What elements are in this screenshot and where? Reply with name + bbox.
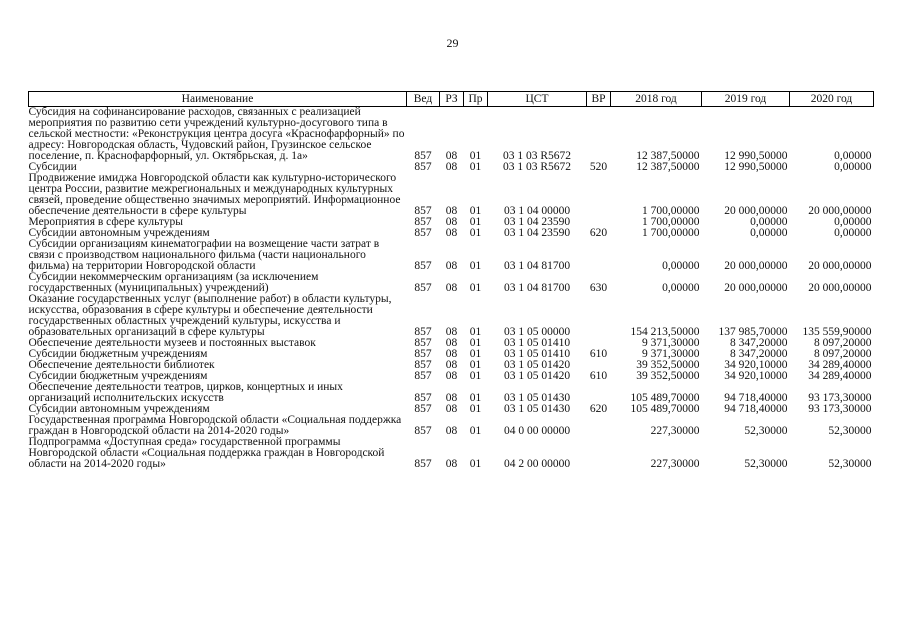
row-2019: 8 347,20000: [730, 348, 788, 360]
row-ved: 857: [414, 205, 432, 217]
row-ved: 857: [414, 403, 432, 415]
header-2018: 2018 год: [611, 92, 702, 107]
row-2020: 0,00000: [834, 216, 872, 228]
row-vr: 610: [589, 348, 608, 360]
row-2018: 1 700,00000: [642, 216, 700, 228]
row-ved: 857: [414, 348, 432, 360]
row-cst: 04 2 00 00000: [503, 458, 571, 470]
row-ved: 857: [414, 337, 432, 349]
row-ved: 857: [414, 359, 432, 371]
row-rz: 08: [445, 326, 458, 338]
table-row: [29, 294, 874, 338]
row-rz: 08: [445, 150, 458, 162]
row-name: Обеспечение деятельности театров, цирков, концертных и иных организаций исполнительских искусств: [28, 381, 343, 404]
row-rz: 08: [445, 337, 458, 349]
row-name: Субсидия на софинансирование расходов, связанных с реализацией мероприятия по развитию сети учреждений культурно-досугового типа в сельской местности: «Реконструкция центра досуга «Краснофарфорный» по адресу: Новгородская область, Чудовский район, Грузинское сельское поселение, п. Краснофарфорный, ул. Октябрьская, д. 1а»: [28, 106, 405, 162]
row-2020: 8 097,20000: [814, 348, 872, 360]
row-rz: 08: [445, 392, 458, 404]
row-pr: 01: [469, 161, 482, 173]
row-2019: 20 000,00000: [724, 282, 788, 294]
row-ved: 857: [414, 282, 432, 294]
row-vr: 620: [589, 403, 608, 415]
row-cst: 03 1 05 01430: [503, 403, 571, 415]
row-rz: 08: [445, 425, 458, 437]
table-row: [29, 382, 874, 404]
row-name: Оказание государственных услуг (выполнение работ) в области культуры, искусства, образования в сфере культуры и обеспечение деятельности государственных областных учреждений культуры, искусства и образовательных организаций в сфере культуры: [28, 293, 392, 338]
table-row: [29, 107, 874, 163]
row-2019: 137 985,70000: [718, 326, 788, 338]
budget-table: [28, 91, 874, 470]
row-2018: 39 352,50000: [636, 359, 700, 371]
row-rz: 08: [445, 227, 458, 239]
row-2020: 20 000,00000: [808, 205, 872, 217]
row-cst: 03 1 04 23590: [503, 216, 571, 228]
row-name: Обеспечение деятельности библиотек: [28, 359, 215, 371]
row-name: Обеспечение деятельности музеев и постоянных выставок: [28, 337, 316, 349]
row-rz: 08: [445, 216, 458, 228]
row-pr: 01: [469, 359, 482, 371]
row-2019: 34 920,10000: [724, 370, 788, 382]
row-pr: 01: [469, 425, 482, 437]
row-name: Субсидии бюджетным учреждениям: [28, 348, 208, 360]
row-2019: 0,00000: [750, 216, 788, 228]
row-cst: 03 1 03 R5672: [502, 150, 572, 162]
row-vr: [587, 107, 611, 163]
row-cst: 03 1 05 01410: [503, 337, 571, 349]
row-ved: 857: [414, 216, 432, 228]
row-name: Субсидии: [28, 161, 77, 173]
row-2019: 12 990,50000: [724, 150, 788, 162]
row-2020: 93 173,30000: [808, 392, 872, 404]
row-pr: 01: [469, 403, 482, 415]
row-ved: 857: [414, 392, 432, 404]
header-cst: ЦСТ: [488, 92, 587, 107]
table-body: [29, 107, 874, 471]
row-vr: [587, 239, 611, 272]
row-name: Субсидии некоммерческим организациям (за исключением государственных (муниципальных) учреждений): [28, 271, 319, 294]
row-vr: [587, 382, 611, 404]
row-rz: 08: [445, 348, 458, 360]
row-2018: 105 489,70000: [630, 403, 700, 415]
row-2019: 20 000,00000: [724, 260, 788, 272]
row-2018: 105 489,70000: [630, 392, 700, 404]
row-vr: [587, 415, 611, 437]
row-pr: 01: [469, 150, 482, 162]
row-2018: 12 387,50000: [636, 161, 700, 173]
row-name: Подпрограмма «Доступная среда» государственной программы Новгородской области «Социальная поддержка граждан в Новгородской области на 2014-2020 годы»: [28, 436, 385, 470]
header-2020: 2020 год: [790, 92, 874, 107]
table-row: [29, 272, 874, 294]
row-cst: 03 1 04 23590: [503, 227, 571, 239]
row-pr: 01: [469, 370, 482, 382]
table-row: [29, 415, 874, 437]
row-2020: 8 097,20000: [814, 337, 872, 349]
row-2020: 34 289,40000: [808, 370, 872, 382]
table-header-row: [29, 92, 874, 107]
row-rz: 08: [445, 161, 458, 173]
row-name: Субсидии автономным учреждениям: [28, 227, 210, 239]
row-2019: 34 920,10000: [724, 359, 788, 371]
row-cst: 03 1 04 81700: [503, 260, 571, 272]
row-cst: 03 1 05 00000: [503, 326, 571, 338]
row-pr: 01: [469, 348, 482, 360]
row-2018: 9 371,30000: [642, 348, 700, 360]
row-vr: 520: [589, 161, 608, 173]
row-2020: 135 559,90000: [802, 326, 872, 338]
row-ved: 857: [414, 227, 432, 239]
row-rz: 08: [445, 458, 458, 470]
row-ved: 857: [414, 425, 432, 437]
row-name: Государственная программа Новгородской области «Социальная поддержка граждан в Новгородской области на 2014-2020 годы»: [28, 414, 402, 437]
row-cst: 03 1 04 81700: [503, 282, 571, 294]
row-ved: 857: [414, 161, 432, 173]
row-pr: 01: [469, 326, 482, 338]
row-cst: 03 1 05 01410: [503, 348, 571, 360]
row-2019: 8 347,20000: [730, 337, 788, 349]
row-2019: 20 000,00000: [724, 205, 788, 217]
row-2020: 0,00000: [834, 161, 872, 173]
row-vr: 620: [589, 227, 608, 239]
row-2019: 12 990,50000: [724, 161, 788, 173]
header-rz: РЗ: [440, 92, 464, 107]
row-name: Субсидии автономным учреждениям: [28, 403, 210, 415]
row-vr: [587, 437, 611, 470]
header-name: Наименование: [29, 92, 407, 107]
row-rz: 08: [445, 359, 458, 371]
row-vr: [587, 294, 611, 338]
row-pr: 01: [469, 205, 482, 217]
row-ved: 857: [414, 370, 432, 382]
row-pr: 01: [469, 392, 482, 404]
row-pr: 01: [469, 337, 482, 349]
header-ved: Вед: [407, 92, 440, 107]
header-2019: 2019 год: [702, 92, 790, 107]
row-2019: 94 718,40000: [724, 403, 788, 415]
row-name: Субсидии бюджетным учреждениям: [28, 370, 208, 382]
row-ved: 857: [414, 326, 432, 338]
row-name: Субсидии организациям кинематографии на возмещение части затрат в связи с производством национального фильма (части национального фильма) на территории Новгородской области: [28, 238, 380, 272]
row-2019: 52,30000: [744, 425, 788, 437]
row-2019: 0,00000: [750, 227, 788, 239]
row-pr: 01: [469, 458, 482, 470]
row-2018: 227,30000: [650, 425, 700, 437]
row-2018: 9 371,30000: [642, 337, 700, 349]
row-2018: 227,30000: [650, 458, 700, 470]
row-cst: 03 1 03 R5672: [502, 161, 572, 173]
row-2020: 93 173,30000: [808, 403, 872, 415]
row-2020: 20 000,00000: [808, 282, 872, 294]
row-2019: 52,30000: [744, 458, 788, 470]
table-row: [29, 239, 874, 272]
header-vr: ВР: [587, 92, 611, 107]
row-vr: [587, 173, 611, 217]
row-2019: 94 718,40000: [724, 392, 788, 404]
row-rz: 08: [445, 282, 458, 294]
row-rz: 08: [445, 205, 458, 217]
row-rz: 08: [445, 370, 458, 382]
row-pr: 01: [469, 282, 482, 294]
row-ved: 857: [414, 260, 432, 272]
row-2020: 0,00000: [834, 227, 872, 239]
row-pr: 01: [469, 227, 482, 239]
row-cst: 03 1 05 01420: [503, 370, 571, 382]
row-pr: 01: [469, 260, 482, 272]
row-name: Продвижение имиджа Новгородской области как культурно-исторического центра России, развитие межрегиональных и международных культурных связей, проведение общественно значимых мероприятий. Информационное обеспечение деятельности в сфере культуры: [28, 172, 401, 217]
row-2020: 52,30000: [828, 425, 872, 437]
row-2018: 1 700,00000: [642, 227, 700, 239]
row-2018: 1 700,00000: [642, 205, 700, 217]
table-row: [29, 173, 874, 217]
row-cst: 03 1 05 01420: [503, 359, 571, 371]
row-2018: 0,00000: [662, 260, 700, 272]
row-2020: 20 000,00000: [808, 260, 872, 272]
row-2018: 154 213,50000: [630, 326, 700, 338]
row-ved: 857: [414, 458, 432, 470]
row-2020: 0,00000: [834, 150, 872, 162]
header-pr: Пр: [464, 92, 488, 107]
row-ved: 857: [414, 150, 432, 162]
row-cst: 03 1 04 00000: [503, 205, 571, 217]
row-2018: 12 387,50000: [636, 150, 700, 162]
row-2020: 52,30000: [828, 458, 872, 470]
table-row: [29, 437, 874, 470]
row-name: Мероприятия в сфере культуры: [28, 216, 184, 228]
row-rz: 08: [445, 403, 458, 415]
row-2020: 34 289,40000: [808, 359, 872, 371]
row-rz: 08: [445, 260, 458, 272]
row-2018: 0,00000: [662, 282, 700, 294]
row-vr: 610: [589, 370, 608, 382]
row-cst: 03 1 05 01430: [503, 392, 571, 404]
page-number: 29: [446, 36, 459, 50]
row-cst: 04 0 00 00000: [503, 425, 571, 437]
row-vr: 630: [589, 282, 608, 294]
row-pr: 01: [469, 216, 482, 228]
row-2018: 39 352,50000: [636, 370, 700, 382]
